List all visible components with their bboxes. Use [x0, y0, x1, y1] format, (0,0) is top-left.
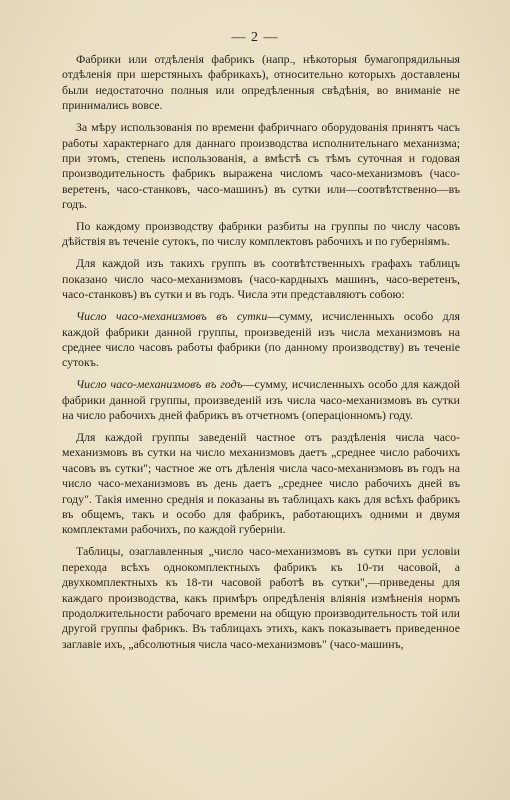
paragraph-definition-per-year [62, 377, 460, 423]
term-per-day: Число часо-механизмовъ въ сутки [76, 309, 268, 324]
paragraph-averages: Для каждой группы заведеній частное отъ раздѣленія числа часо-механизмовъ въ сутки на число механизмовъ даетъ „среднее число рабочихъ часовъ въ сутки"; частное же отъ дѣленія числа часо-механизмовъ въ годъ на число часо-механизмовъ въ день даетъ „среднее число рабочихъ дней въ году". Такія именно среднія и показаны въ таблицахъ какъ для всѣхъ фабрикъ въ общемъ, такъ и особо для фабрикъ, работающихъ одними и двумя комплектами рабочихъ, по каждой губерніи. [62, 429, 460, 537]
paragraph-measure-of-use: За мѣру использованія по времени фабричнаго оборудованія принятъ часъ работы характернаго для даннаго производства исполнительнаго механизма; при этомъ, степень использованія, а вмѣстѣ съ тѣмъ суточная и годовая производительность фабрикъ выражена числомъ часо-механизмовъ (часо-веретенъ, часо-станковъ, часо-машинъ) въ сутки или—соотвѣтственно—въ годъ. [62, 120, 460, 212]
page-number: — 2 — [231, 30, 279, 45]
term-per-year: Число часо-механизмовъ въ годъ [76, 377, 243, 392]
paragraph-grouping: По каждому производству фабрики разбиты на группы по числу часовъ дѣйствія въ теченіе сутокъ, по числу комплектовъ рабочихъ и по губерніямъ. [62, 219, 460, 249]
definition-per-year: —сумму, исчисленныхъ особо для каждой фабрики данной группы, произведеній изъ числа часо-механизмовъ въ сутки на число рабочихъ дней фабрикъ въ отчетномъ (операціонномъ) году. [62, 377, 460, 423]
paragraph-excluded-factories: Фабрики или отдѣленія фабрикъ (напр., нѣкоторыя бумагопрядильныя отдѣленія при шерстяныхъ фабрикахъ), относительно которыхъ доставлены были недостаточно полныя или опредѣленныя свѣдѣнія, во вниманіе не принимались вовсе. [62, 52, 460, 113]
paragraph-tables-titled: Таблицы, озаглавленныя „число часо-механизмовъ въ сутки при условіи перехода всѣхъ однокомплектныхъ фабрикъ къ 10-ти часовой, а двухкомплектныхъ къ 18-ти часовой работѣ въ сутки",—приведены для каждаго производства, какъ примѣръ опредѣленія вліянія измѣненія нормъ продолжительности рабочаго времени на общую производительность той или другой группы фабрикъ. Въ таблицахъ этихъ, какъ показываетъ приведенное заглавіе ихъ, „абсолютныя числа часо-механизмовъ" (часо-машинъ, [62, 544, 460, 651]
definition-per-day: —сумму, исчисленныхъ особо для каждой фабрики данной группы, произведеній изъ числа механизмовъ на среднее число часовъ работы фабрики (по данному производству) въ теченіе сутокъ. [62, 309, 460, 370]
paragraph-definition-per-day [62, 309, 460, 371]
body-text [62, 52, 460, 659]
paragraph-table-contents: Для каждой изъ такихъ группъ въ соотвѣтственныхъ графахъ таблицъ показано число часо-механизмовъ (часо-кардныхъ машинъ, часо-веретенъ, часо-станковъ) въ сутки и въ годъ. Числа эти представляютъ собою: [62, 256, 460, 302]
